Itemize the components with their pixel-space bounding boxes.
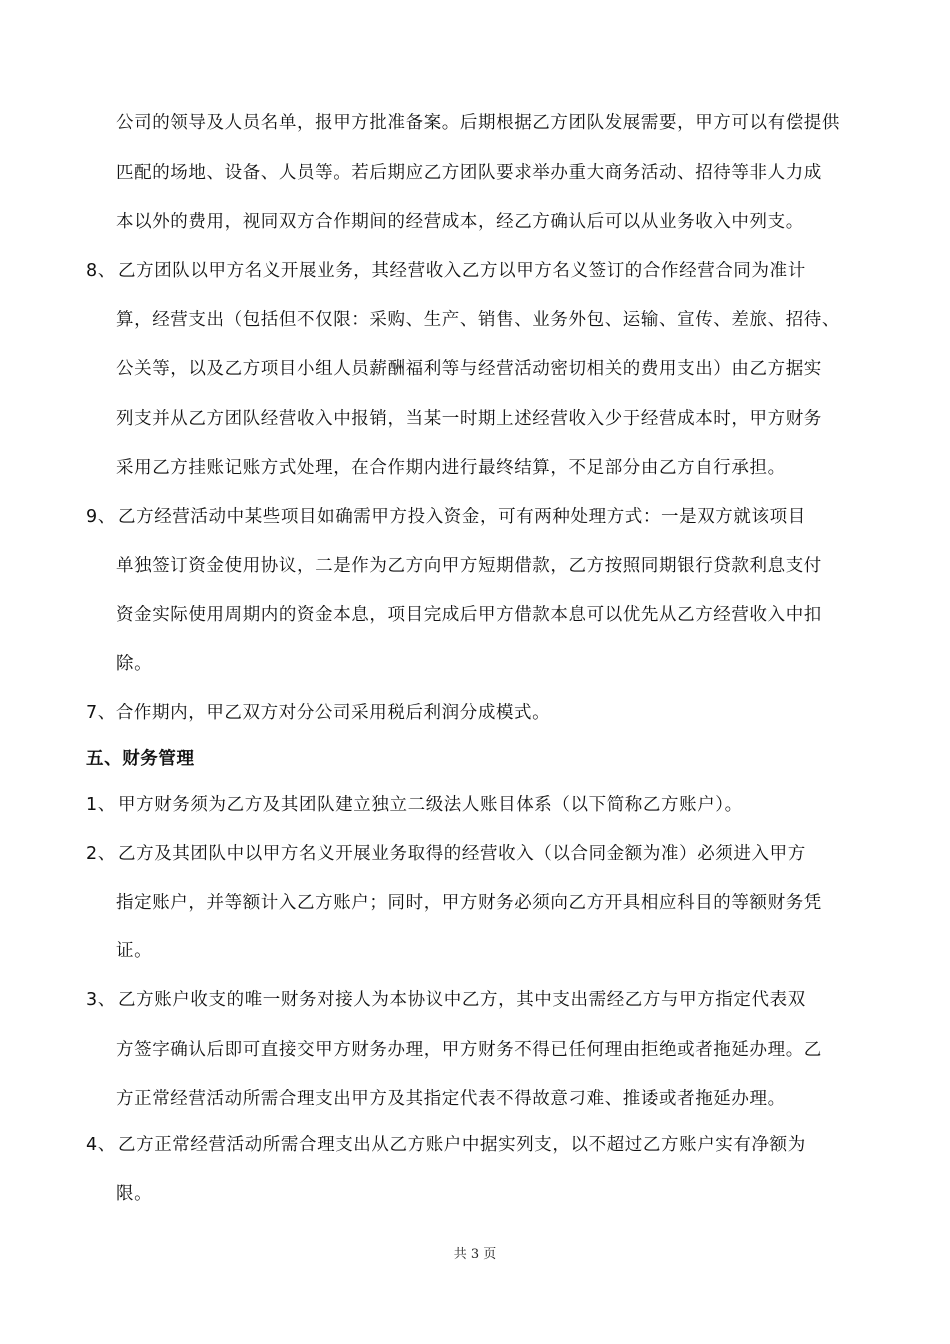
list-item-7: 7、合作期内，甲乙双方对分公司采用税后利润分成模式。 — [86, 703, 551, 723]
list-item-line: 乙方正常经营活动所需合理支出从乙方账户中据实列支，以不超过乙方账户实有净额为 — [118, 1135, 806, 1155]
list-item-line: 乙方账户收支的唯一财务对接人为本协议中乙方，其中支出需经乙方与甲方指定代表双 — [118, 990, 806, 1010]
list-item-line: 资金实际使用周期内的资金本息，项目完成后甲方借款本息可以优先从乙方经营收入中扣 — [116, 605, 822, 625]
list-item-line: 甲方财务须为乙方及其团队建立独立二级法人账目体系（以下简称乙方账户）。 — [118, 795, 743, 815]
list-item-line: 限。 — [116, 1184, 153, 1204]
list-item-line: 乙方经营活动中某些项目如确需甲方投入资金，可有两种处理方式：一是双方就该项目 — [118, 507, 806, 527]
list-item-number: 1、 — [86, 795, 116, 815]
list-item-number: 4、 — [86, 1135, 116, 1155]
list-item-line: 公关等，以及乙方项目小组人员薪酬福利等与经营活动密切相关的费用支出）由乙方据实 — [116, 359, 822, 379]
paragraph-line: 匹配的场地、设备、人员等。若后期应乙方团队要求举办重大商务活动、招待等非人力成 — [116, 163, 822, 183]
paragraph-line: 公司的领导及人员名单，报甲方批准备案。后期根据乙方团队发展需要，甲方可以有偿提供 — [116, 113, 840, 133]
list-item-line: 乙方及其团队中以甲方名义开展业务取得的经营收入（以合同金额为准）必须进入甲方 — [118, 844, 806, 864]
page-footer: 共 3 页 — [453, 1247, 497, 1262]
list-item-line: 乙方团队以甲方名义开展业务，其经营收入乙方以甲方名义签订的合作经营合同为准计 — [118, 261, 806, 281]
section-heading: 五、财务管理 — [86, 749, 195, 769]
list-item-line: 方签字确认后即可直接交甲方财务办理，甲方财务不得已任何理由拒绝或者拖延办理。乙 — [116, 1040, 822, 1060]
list-item-line: 单独签订资金使用协议，二是作为乙方向甲方短期借款，乙方按照同期银行贷款利息支付 — [116, 556, 822, 576]
list-item-line: 采用乙方挂账记账方式处理，在合作期内进行最终结算，不足部分由乙方自行承担。 — [116, 458, 786, 478]
list-item-number: 2、 — [86, 844, 116, 864]
list-item-line: 列支并从乙方团队经营收入中报销，当某一时期上述经营收入少于经营成本时，甲方财务 — [116, 409, 822, 429]
list-item-number: 3、 — [86, 990, 116, 1010]
list-item-line: 指定账户，并等额计入乙方账户；同时，甲方财务必须向乙方开具相应科目的等额财务凭 — [116, 893, 822, 913]
list-item-line: 证。 — [116, 941, 153, 961]
paragraph-line: 本以外的费用，视同双方合作期间的经营成本，经乙方确认后可以从业务收入中列支。 — [116, 212, 804, 232]
list-item-number: 9、 — [86, 507, 116, 527]
list-item-line: 除。 — [116, 654, 153, 674]
list-item-number: 8、 — [86, 261, 116, 281]
list-item-line: 算，经营支出（包括但不仅限：采购、生产、销售、业务外包、运输、宣传、差旅、招待、 — [116, 310, 840, 330]
list-item-line: 方正常经营活动所需合理支出甲方及其指定代表不得故意刁难、推诿或者拖延办理。 — [116, 1089, 786, 1109]
